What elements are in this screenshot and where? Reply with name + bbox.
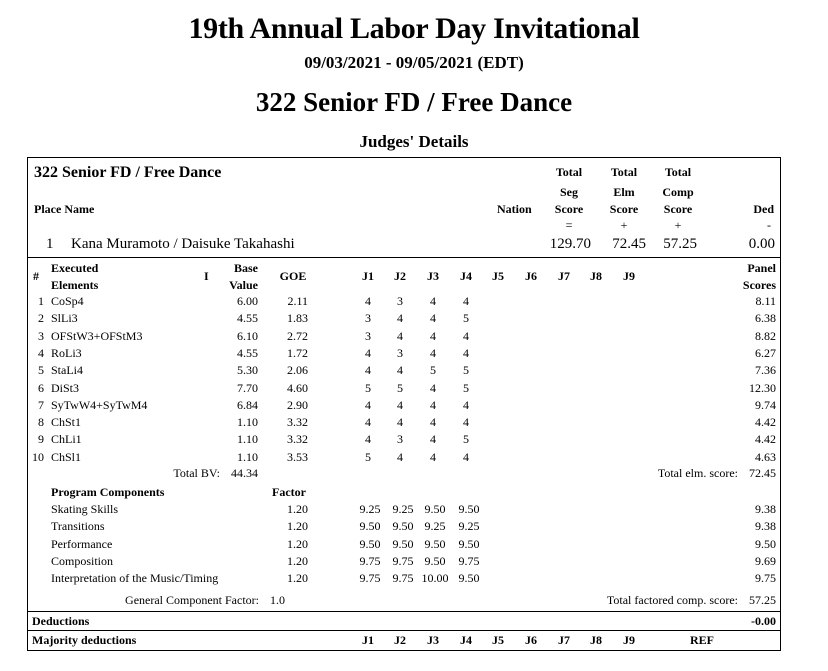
element-base-value: 4.55	[237, 311, 258, 325]
element-judge-score: 4	[463, 398, 469, 412]
program-components-header: Program Components	[51, 485, 165, 499]
element-judge-score: 4	[463, 329, 469, 343]
col-total-seg-2: Seg	[560, 185, 578, 199]
element-base-value: 5.30	[237, 363, 258, 377]
tfc-value: 57.25	[749, 593, 776, 607]
event-title: 19th Annual Labor Day Invitational	[188, 12, 640, 45]
divider-deductions	[27, 611, 781, 612]
majority-judge-8: J8	[590, 633, 602, 647]
component-judge-score: 9.50	[458, 571, 480, 585]
col-total-seg-4: =	[565, 218, 573, 232]
col-total-elm-3: Score	[609, 202, 639, 216]
element-base-value: 4.55	[237, 346, 258, 360]
col-total-elm-4: +	[620, 218, 628, 232]
element-judge-score: 5	[463, 311, 469, 325]
element-number: 4	[38, 346, 44, 360]
col-factor: Factor	[272, 485, 306, 499]
element-code: StaLi4	[51, 363, 83, 377]
col-total-seg-1: Total	[555, 165, 583, 179]
skater-place: 1	[46, 236, 54, 252]
element-judge-score: 4	[430, 432, 436, 446]
total-bv-label: Total BV:	[173, 466, 220, 480]
element-panel-score: 4.63	[755, 450, 776, 464]
element-judge-score: 4	[397, 398, 403, 412]
element-base-value: 6.10	[237, 329, 258, 343]
majority-judge-6: J6	[525, 633, 537, 647]
component-name: Performance	[51, 537, 113, 551]
col-info: I	[204, 269, 209, 283]
element-judge-score: 4	[430, 450, 436, 464]
segment-title: 322 Senior FD / Free Dance	[255, 87, 573, 117]
judge-header-5: J5	[492, 269, 504, 283]
component-name: Skating Skills	[51, 502, 119, 516]
component-factor: 1.20	[287, 554, 308, 568]
col-base-2: Value	[229, 278, 258, 292]
element-code: OFStW3+OFStM3	[51, 329, 143, 343]
col-panel-2: Scores	[742, 278, 776, 292]
element-goe: 1.83	[287, 311, 308, 325]
divider-majority	[27, 630, 781, 631]
component-judge-score: 9.75	[458, 554, 480, 568]
component-factor: 1.20	[287, 537, 308, 551]
element-judge-score: 5	[365, 450, 371, 464]
element-judge-score: 5	[463, 363, 469, 377]
col-place-name: Place Name	[34, 202, 95, 216]
element-number: 7	[38, 398, 44, 412]
element-code: ChLi1	[51, 432, 82, 446]
gcf-label: General Component Factor:	[125, 593, 259, 607]
element-number: 5	[38, 363, 44, 377]
element-judge-score: 5	[463, 381, 469, 395]
component-name: Composition	[51, 554, 114, 568]
element-number: 9	[38, 432, 44, 446]
element-judge-score: 4	[430, 381, 436, 395]
report-subtitle: Judges' Details	[359, 132, 469, 151]
skater-name: Kana Muramoto / Daisuke Takahashi	[71, 236, 295, 252]
element-number: 8	[38, 415, 44, 429]
total-bv: 44.34	[231, 466, 258, 480]
element-judge-score: 4	[430, 311, 436, 325]
component-judge-score: 9.75	[392, 571, 414, 585]
col-total-elm-1: Total	[610, 165, 638, 179]
element-goe: 3.53	[287, 450, 308, 464]
element-judge-score: 4	[397, 415, 403, 429]
element-judge-score: 4	[463, 450, 469, 464]
element-judge-score: 4	[397, 329, 403, 343]
total-elm: 72.45	[749, 466, 776, 480]
tfc-label: Total factored comp. score:	[606, 593, 738, 607]
col-hash: #	[33, 269, 39, 283]
element-panel-score: 4.42	[755, 415, 776, 429]
element-base-value: 1.10	[237, 415, 258, 429]
component-judge-score: 9.50	[359, 537, 381, 551]
element-code: CoSp4	[51, 294, 84, 308]
element-judge-score: 4	[463, 415, 469, 429]
majority-deductions-label: Majority deductions	[32, 633, 137, 647]
col-executed-2: Elements	[51, 278, 99, 292]
majority-judge-1: J1	[362, 633, 374, 647]
element-judge-score: 4	[430, 398, 436, 412]
component-panel-score: 9.69	[755, 554, 776, 568]
skater-seg-score: 129.70	[549, 236, 591, 252]
element-judge-score: 5	[463, 432, 469, 446]
component-judge-score: 9.25	[458, 519, 480, 533]
deductions-value: -0.00	[751, 614, 776, 628]
component-judge-score: 9.50	[458, 537, 480, 551]
element-panel-score: 8.82	[755, 329, 776, 343]
element-judge-score: 4	[365, 398, 371, 412]
majority-ref: REF	[690, 633, 714, 647]
component-judge-score: 9.25	[424, 519, 446, 533]
component-judge-score: 9.25	[392, 502, 414, 516]
col-total-comp-1: Total	[664, 165, 692, 179]
col-executed-1: Executed	[51, 261, 99, 275]
element-number: 10	[32, 450, 44, 464]
element-judge-score: 4	[397, 363, 403, 377]
component-judge-score: 9.50	[458, 502, 480, 516]
majority-judge-9: J9	[623, 633, 635, 647]
element-number: 3	[38, 329, 44, 343]
col-total-comp-2: Comp	[662, 185, 694, 199]
col-ded-1: Ded	[753, 202, 774, 216]
element-goe: 3.32	[287, 432, 308, 446]
element-base-value: 6.00	[237, 294, 258, 308]
element-base-value: 1.10	[237, 450, 258, 464]
gcf-value: 1.0	[270, 593, 285, 607]
col-panel-1: Panel	[747, 261, 776, 275]
element-judge-score: 4	[365, 363, 371, 377]
element-goe: 2.06	[287, 363, 308, 377]
col-goe: GOE	[279, 269, 307, 283]
majority-judge-7: J7	[558, 633, 570, 647]
col-total-seg-3: Score	[554, 202, 584, 216]
element-goe: 3.32	[287, 415, 308, 429]
skater-comp-score: 57.25	[663, 236, 697, 252]
col-total-elm-2: Elm	[613, 185, 635, 199]
majority-judge-4: J4	[460, 633, 472, 647]
col-total-comp-3: Score	[663, 202, 693, 216]
component-panel-score: 9.50	[755, 537, 776, 551]
element-judge-score: 3	[365, 311, 371, 325]
component-judge-score: 10.00	[421, 571, 449, 585]
element-base-value: 6.84	[237, 398, 258, 412]
component-judge-score: 9.50	[424, 502, 446, 516]
element-judge-score: 4	[397, 450, 403, 464]
element-judge-score: 4	[430, 329, 436, 343]
element-code: RoLi3	[51, 346, 82, 360]
element-judge-score: 3	[397, 432, 403, 446]
element-judge-score: 4	[365, 346, 371, 360]
judge-header-9: J9	[623, 269, 635, 283]
component-panel-score: 9.75	[755, 571, 776, 585]
judge-header-8: J8	[590, 269, 602, 283]
judge-header-7: J7	[558, 269, 570, 283]
majority-judge-3: J3	[427, 633, 439, 647]
element-judge-score: 5	[430, 363, 436, 377]
col-nation: Nation	[497, 202, 532, 216]
element-panel-score: 9.74	[755, 398, 776, 412]
element-judge-score: 5	[397, 381, 403, 395]
element-goe: 2.90	[287, 398, 308, 412]
element-goe: 2.72	[287, 329, 308, 343]
element-panel-score: 4.42	[755, 432, 776, 446]
component-judge-score: 9.50	[424, 554, 446, 568]
majority-judge-2: J2	[394, 633, 406, 647]
judge-header-3: J3	[427, 269, 439, 283]
element-goe: 4.60	[287, 381, 308, 395]
element-code: DiSt3	[51, 381, 80, 395]
component-judge-score: 9.50	[424, 537, 446, 551]
component-judge-score: 9.75	[359, 571, 381, 585]
judge-header-4: J4	[460, 269, 472, 283]
element-judge-score: 3	[365, 329, 371, 343]
element-judge-score: 5	[365, 381, 371, 395]
col-total-comp-4: +	[674, 218, 682, 232]
element-goe: 2.11	[287, 294, 308, 308]
col-ded-2: -	[767, 218, 771, 232]
component-judge-score: 9.75	[359, 554, 381, 568]
element-base-value: 7.70	[237, 381, 258, 395]
col-base-1: Base	[234, 261, 258, 275]
element-judge-score: 4	[365, 432, 371, 446]
component-judge-score: 9.25	[359, 502, 381, 516]
element-judge-score: 4	[397, 311, 403, 325]
element-code: ChSl1	[51, 450, 82, 464]
element-panel-score: 7.36	[755, 363, 776, 377]
element-code: SyTwW4+SyTwM4	[51, 398, 148, 412]
judge-header-2: J2	[394, 269, 406, 283]
component-panel-score: 9.38	[755, 502, 776, 516]
element-goe: 1.72	[287, 346, 308, 360]
divider-summary	[27, 257, 781, 258]
element-base-value: 1.10	[237, 432, 258, 446]
element-panel-score: 6.38	[755, 311, 776, 325]
judge-header-6: J6	[525, 269, 537, 283]
element-panel-score: 12.30	[749, 381, 776, 395]
component-judge-score: 9.50	[359, 519, 381, 533]
component-name: Interpretation of the Music/Timing	[51, 571, 219, 585]
element-code: SlLi3	[51, 311, 78, 325]
total-elm-label: Total elm. score:	[657, 466, 738, 480]
element-judge-score: 3	[397, 294, 403, 308]
component-panel-score: 9.38	[755, 519, 776, 533]
element-judge-score: 4	[430, 415, 436, 429]
element-judge-score: 4	[463, 346, 469, 360]
component-judge-score: 9.50	[392, 519, 414, 533]
component-factor: 1.20	[287, 519, 308, 533]
component-factor: 1.20	[287, 502, 308, 516]
element-judge-score: 4	[430, 294, 436, 308]
skater-ded: 0.00	[748, 236, 775, 252]
element-number: 2	[38, 311, 44, 325]
component-factor: 1.20	[287, 571, 308, 585]
element-code: ChSt1	[51, 415, 82, 429]
element-judge-score: 4	[430, 346, 436, 360]
element-panel-score: 6.27	[755, 346, 776, 360]
skater-elm-score: 72.45	[612, 236, 646, 252]
judge-header-1: J1	[362, 269, 374, 283]
majority-judge-5: J5	[492, 633, 504, 647]
component-name: Transitions	[51, 519, 105, 533]
element-number: 6	[38, 381, 44, 395]
element-judge-score: 3	[397, 346, 403, 360]
element-number: 1	[38, 294, 44, 308]
summary-segment-name: 322 Senior FD / Free Dance	[34, 164, 222, 181]
deductions-label: Deductions	[32, 614, 90, 628]
component-judge-score: 9.50	[392, 537, 414, 551]
element-judge-score: 4	[463, 294, 469, 308]
event-dates: 09/03/2021 - 09/05/2021 (EDT)	[304, 53, 524, 72]
element-judge-score: 4	[365, 294, 371, 308]
element-panel-score: 8.11	[755, 294, 776, 308]
component-judge-score: 9.75	[392, 554, 414, 568]
element-judge-score: 4	[365, 415, 371, 429]
